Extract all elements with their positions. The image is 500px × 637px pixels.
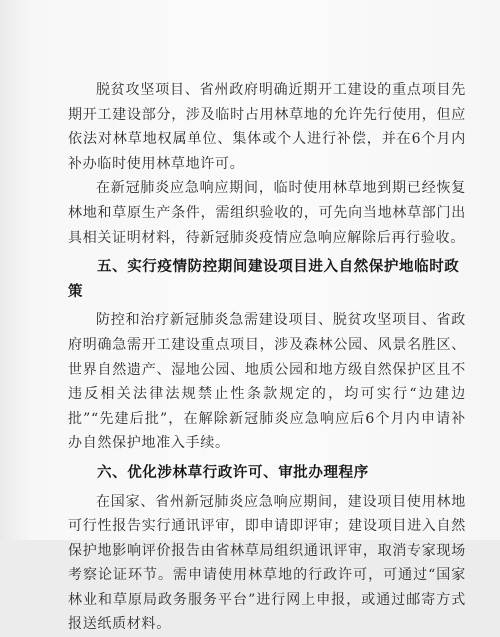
paragraph-review-procedures: 在国家、省州新冠肺炎应急响应期间，建设项目使用林地可行性报告实行通讯评审，即申请即评审；建设项目进入自然保护地影响评价报告由省林草局组织通讯评审，取消专家现场考察论证环节。需申请使用林草地的行政许可，可通过“国家林业和草原局政务服务平台”进行网上申报，或通过邮寄方式报送纸质材料。 — [68, 490, 466, 637]
paragraph-acceptance: 在新冠肺炎应急响应期间，临时使用林草地到期已经恢复林地和草原生产条件，需组织验收的，可先向当地林草部门出具相关证明材料，待新冠肺炎疫情应急响应解除后再行验收。 — [68, 176, 466, 250]
section-heading-5: 五、实行疫情防控期间建设项目进入自然保护地临时政策 — [68, 255, 466, 304]
section-heading-6: 六、优化涉林草行政许可、审批办理程序 — [68, 461, 466, 486]
paragraph-temporary-use: 脱贫攻坚项目、省州政府明确近期开工建设的重点项目先期开工建设部分，涉及临时占用林草地的允许先行使用，但应依法对林草地权属单位、集体或个人进行补偿，并在6个月内补办临时使用林草地许可。 — [68, 78, 466, 176]
document-body — [68, 78, 466, 637]
paragraph-protected-areas: 防控和治疗新冠肺炎急需建设项目、脱贫攻坚项目、省政府明确急需开工建设重点项目，涉及森林公园、风景名胜区、世界自然遗产、湿地公园、地质公园和地方级自然保护区且不违反相关法律法规禁止性条款规定的，均可实行“边建边批”“先建后批”，在解除新冠肺炎应急响应后6个月内申请补办自然保护地准入手续。 — [68, 308, 466, 456]
